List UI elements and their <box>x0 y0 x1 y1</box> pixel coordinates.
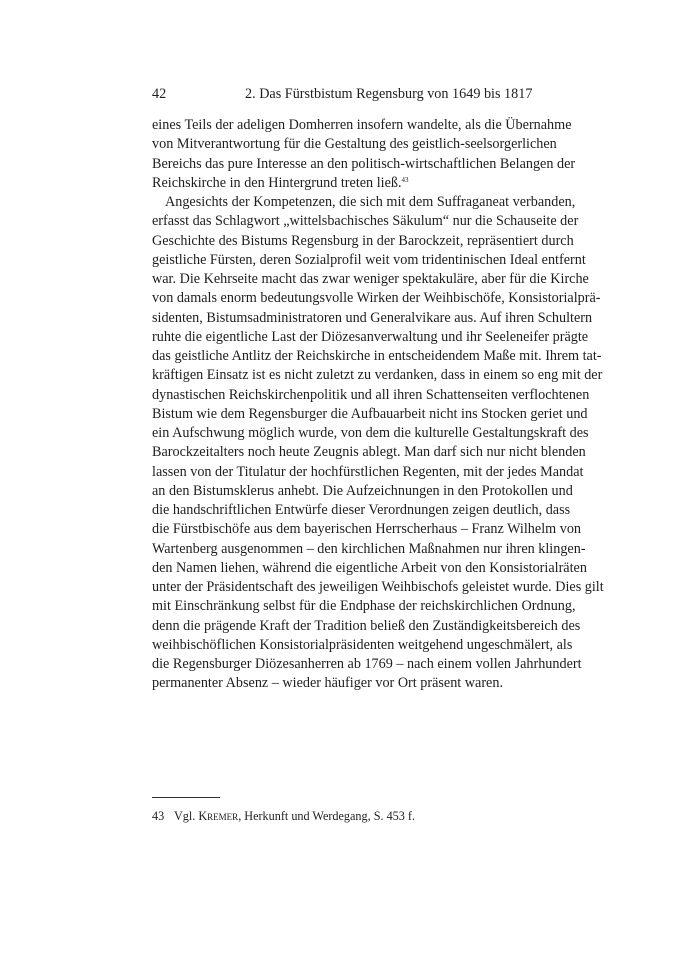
page-header <box>152 86 552 108</box>
text-line: eines Teils der adeligen Domherren insofern wandelte, als die Übernahme <box>152 117 572 133</box>
text-line: Bereichs das pure Interesse an den politisch-wirtschaftlichen Belangen der <box>152 155 576 172</box>
text-line: geistliche Fürsten, deren Sozialprofil weit vom tridentinischen Ideal entfernt <box>152 251 586 268</box>
paragraph-2 <box>152 193 604 694</box>
text-line: von Mitverantwortung für die Gestaltung des geistlich-seelsorgerlichen <box>152 136 557 153</box>
text-line: unter der Präsidentschaft des jeweiligen Weihbischofs geleistet wurde. Dies gilt <box>152 579 604 595</box>
text-line: war. Die Kehrseite macht das zwar weniger spektakuläre, aber für die Kirche <box>152 271 589 287</box>
text-line: lassen von der Titulatur der hochfürstlichen Regenten, mit der jedes Mandat <box>152 463 584 480</box>
running-head: 2. Das Fürstbistum Regensburg von 1649 bis 1817 <box>245 86 533 102</box>
footnote-separator <box>152 797 220 798</box>
text-line: permanenter Absenz – wieder häufiger vor Ort präsent waren. <box>152 675 503 692</box>
text-line: ein Aufschwung möglich wurde, von dem die kulturelle Gestaltungskraft des <box>152 425 589 441</box>
text-line: an den Bistumsklerus anhebt. Die Aufzeichnungen in den Protokollen und <box>152 482 573 499</box>
text-line: dynastischen Reichskirchenpolitik und all ihren Schattenseiten verflochtenen <box>152 386 590 403</box>
text-line: weihbischöflichen Konsistorialpräsidenten weitgehend ungeschmälert, als <box>152 636 573 653</box>
footnote-number: 43 <box>152 809 165 823</box>
text-line: die Regensburger Diözesanherren ab 1769 – nach einem vollen Jahrhundert <box>152 656 582 672</box>
text-line: Bistum wie dem Regensburger die Aufbauarbeit nicht ins Stocken geriet und <box>152 405 588 422</box>
text-line: ruhte die eigentliche Last der Diözesanverwaltung und ihr Seeleneifer prägte <box>152 328 589 345</box>
text-line: Barockzeitalters noch heute Zeugnis ablegt. Man darf sich nur nicht blenden <box>152 444 586 461</box>
text-line: Geschichte des Bistums Regensburg in der Barockzeit, repräsentiert durch <box>152 232 574 249</box>
text-line: die handschriftlichen Entwürfe dieser Verordnungen zeigen deutlich, dass <box>152 502 571 518</box>
text-line: erfasst das Schlagwort „wittelsbachisches Säkulum“ nur die Schauseite der <box>152 213 579 230</box>
footnote-text: , Herkunft und Werdegang, S. 453 f. <box>238 809 416 823</box>
text-line: Reichskirche in den Hintergrund treten ließ. <box>152 174 402 191</box>
page-number: 42 <box>152 86 167 102</box>
text-line: den Namen liehen, während die eigentliche Arbeit von den Konsistorialräten <box>152 559 587 576</box>
text-line: das geistliche Antlitz der Reichskirche in entscheidendem Maße mit. Ihrem tat- <box>152 348 602 364</box>
text-line: die Fürstbischöfe aus dem bayerischen Herrscherhaus – Franz Wilhelm von <box>152 521 582 538</box>
text-line: denn die prägende Kraft der Tradition beließ den Zuständigkeitsbereich des <box>152 617 581 634</box>
text-line: kräftigen Einsatz ist es nicht zuletzt zu verdanken, dass in einem so eng mit der <box>152 367 603 384</box>
footnote-author: Kremer <box>198 809 239 823</box>
paragraph-1 <box>152 116 576 193</box>
text-line: sidenten, Bistumsadministratoren und Generalvikare aus. Auf ihren Schultern <box>152 309 593 326</box>
text-line-with-footnote <box>152 174 552 193</box>
footnote <box>152 808 552 824</box>
text-line: Angesichts der Kompetenzen, die sich mit dem Suffraganeat verbanden, <box>165 194 576 210</box>
footnote-reference[interactable]: 43 <box>401 175 409 184</box>
body-text <box>152 116 604 694</box>
text-line: Wartenberg ausgenommen – den kirchlichen Maßnahmen nur ihren klingen- <box>152 540 586 557</box>
text-line: mit Einschränkung selbst für die Endphase der reichskirchlichen Ordnung, <box>152 598 576 615</box>
text-line: von damals enorm bedeutungsvolle Wirken der Weihbischöfe, Konsistorialprä- <box>152 290 601 307</box>
footnote-prefix: Vgl. <box>174 809 199 823</box>
